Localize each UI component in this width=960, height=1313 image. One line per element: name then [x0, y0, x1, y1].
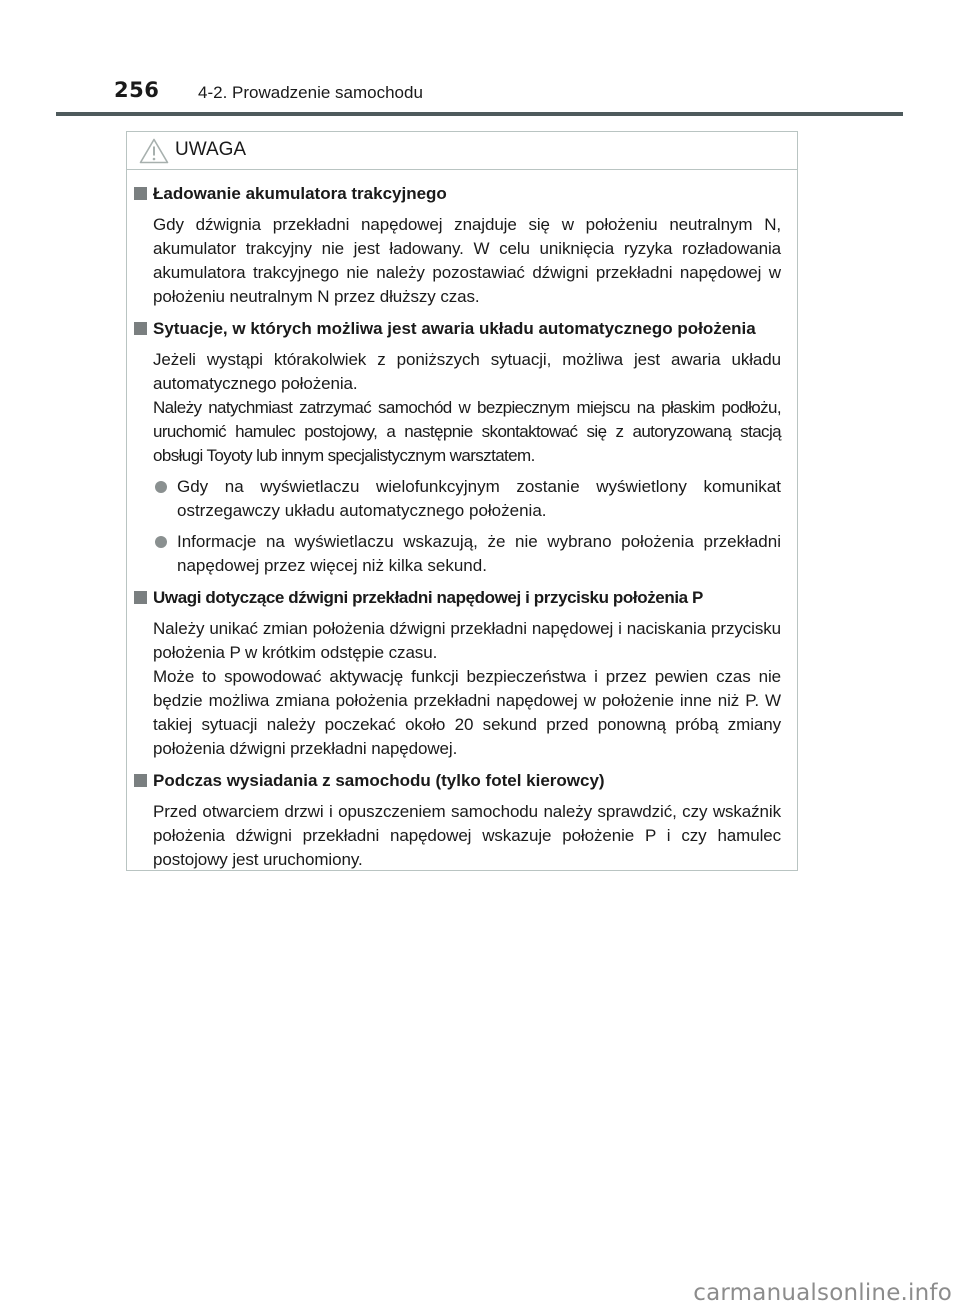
header-rule [56, 112, 903, 116]
page-header [0, 0, 960, 115]
page-number: 256 [114, 78, 160, 102]
paragraph: Przed otwarciem drzwi i opuszczeniem samochodu należy sprawdzić, czy wskaźnik położenia dźwigni przekładni napędowej wskazuje położenie P i czy hamulec postojowy jest uruchomiony. [153, 802, 781, 869]
warning-box [126, 131, 798, 871]
paragraph: Należy unikać zmian położenia dźwigni przekładni napędowej i naciskania przycisku położenia P w krótkim odstępie czasu. [153, 619, 781, 662]
section-exiting [133, 769, 785, 872]
list-item: Gdy na wyświetlaczu wielofunkcyjnym zostanie wyświetlony komunikat ostrzegawczy układu automatycznego położenia. [133, 475, 785, 523]
square-bullet-icon [134, 591, 147, 604]
paragraph: Może to spowodować aktywację funkcji bezpieczeństwa i przez pewien czas nie będzie możliwa zmiana położenia przekładni napędowej w położenie inne niż P. W takiej sytuacji należy poczekać około 20 sekund przed ponowną próbą zmiany położenia dźwigni przekładni napędowej. [153, 667, 781, 758]
section-charging [133, 182, 785, 309]
warning-body [127, 170, 797, 872]
round-bullet-icon [155, 536, 167, 548]
section-title: 4-2. Prowadzenie samochodu [198, 83, 423, 102]
section-heading: Podczas wysiadania z samochodu (tylko fotel kierowcy) [133, 769, 785, 793]
square-bullet-icon [134, 322, 147, 335]
round-bullet-icon [155, 481, 167, 493]
square-bullet-icon [134, 187, 147, 200]
section-heading: Uwagi dotyczące dźwigni przekładni napędowej i przycisku położenia P [133, 586, 785, 610]
square-bullet-icon [134, 774, 147, 787]
warning-triangle-icon [139, 138, 169, 164]
warning-header [127, 132, 797, 170]
section-heading: Sytuacje, w których możliwa jest awaria układu automatycznego położenia [133, 317, 785, 341]
paragraph: Jeżeli wystąpi którakolwiek z poniższych sytuacji, możliwa jest awaria układu automatycznego położenia. [153, 350, 781, 393]
section-p-button [133, 586, 785, 761]
paragraph: Należy natychmiast zatrzymać samochód w bezpiecznym miejscu na płaskim podłożu, uruchomić hamulec postojowy, a następnie skontaktować się z autoryzowaną stacją obsługi Toyoty lub innym specjalistycznym warsztatem. [153, 398, 781, 465]
section-heading: Ładowanie akumulatora trakcyjnego [133, 182, 785, 206]
list-item: Informacje na wyświetlaczu wskazują, że nie wybrano położenia przekładni napędowej przez więcej niż kilka sekund. [133, 530, 785, 578]
paragraph: Gdy dźwignia przekładni napędowej znajduje się w położeniu neutralnym N, akumulator trakcyjny nie jest ładowany. W celu uniknięcia ryzyka rozładowania akumulatora trakcyjnego nie należy pozostawiać dźwigni przekładni napędowej w położeniu neutralnym N przez dłuższy czas. [153, 215, 781, 306]
warning-title: UWAGA [175, 139, 247, 160]
section-malfunction [133, 317, 785, 578]
watermark: carmanualsonline.info [693, 1280, 952, 1306]
